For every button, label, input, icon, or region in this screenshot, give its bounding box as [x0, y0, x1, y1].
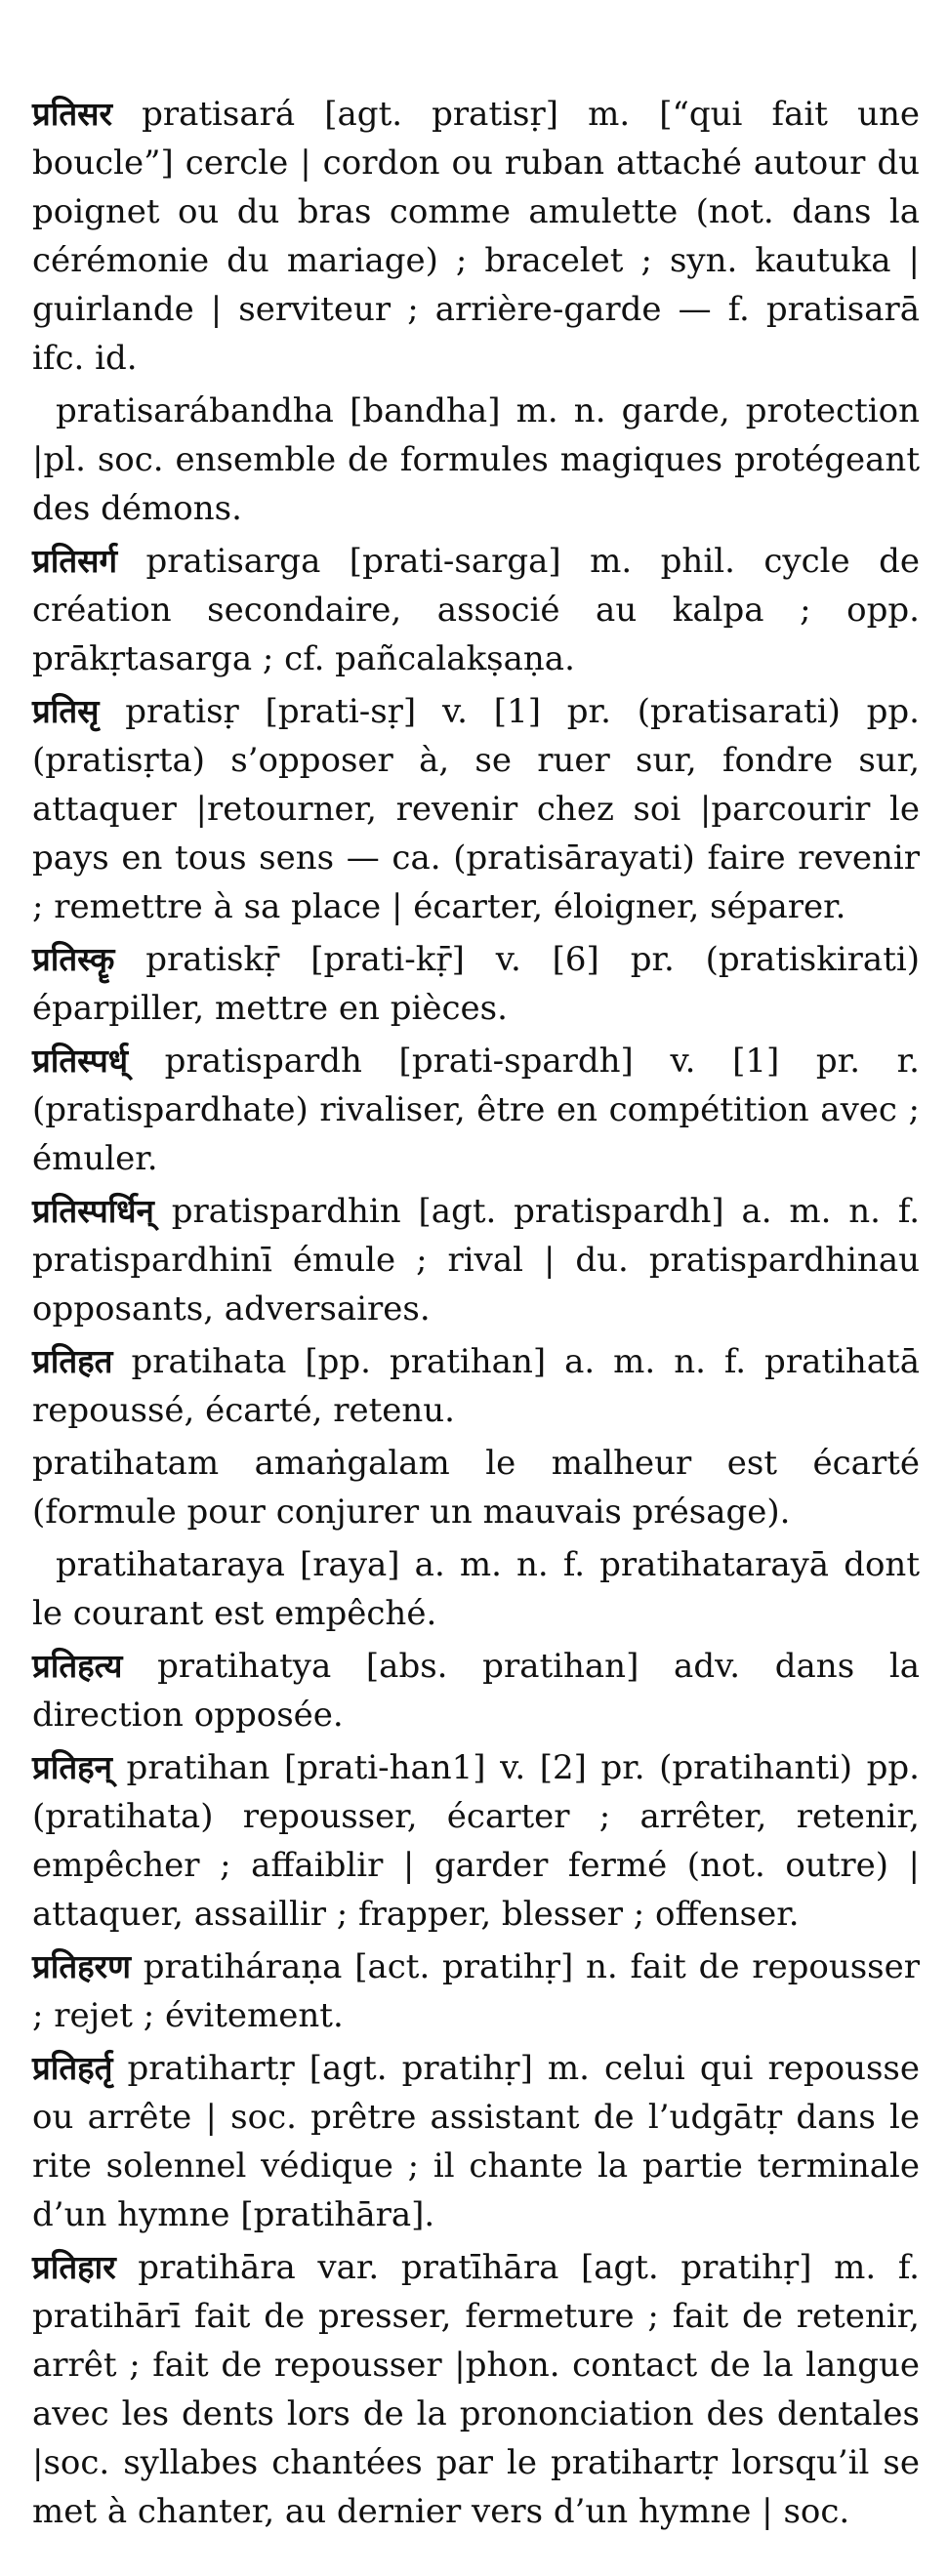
entry-pratiskr — [32, 935, 920, 1033]
headword-devanagari: प्रतिहत्य — [32, 1647, 123, 1685]
subentry-pratisarabandha — [32, 387, 920, 533]
entry-text: pratihataraya [raya] a. m. n. f. pratihatarayā dont le courant est empêché. — [32, 1545, 920, 1633]
entry-pratiharana — [32, 1942, 920, 2040]
headword-devanagari: प्रतिस्पर्ध् — [32, 1042, 129, 1080]
entry-text: pratisará [agt. pratisṛ] m. [“qui fait une boucle”] cercle | cordon ou ruban attaché autour du poignet ou du bras comme amulette (not. dans la cérémonie du mariage) ; bracelet ; syn. kautuka | guirlande | serviteur ; arrière-garde — f. pratisarā ifc. id. — [32, 95, 920, 378]
entry-pratihatya — [32, 1642, 920, 1739]
subentry-pratihataraya — [32, 1540, 920, 1638]
headword-devanagari: प्रतिस्पर्धिन् — [32, 1192, 154, 1230]
entry-pratihan — [32, 1743, 920, 1939]
headword-devanagari: प्रतिहत — [32, 1342, 113, 1380]
entry-text: pratispardh [prati-spardh] v. [1] pr. r. (pratispardhate) rivaliser, être en compétition avec ; émuler. — [32, 1042, 920, 1178]
headword-devanagari: प्रतिहरण — [32, 1947, 132, 1985]
headword-devanagari: प्रतिहन् — [32, 1748, 112, 1786]
headword-devanagari: प्रतिस्कॄ — [32, 940, 115, 978]
entry-pratisr — [32, 687, 920, 931]
entry-pratihata — [32, 1337, 920, 1435]
entry-text: pratihāra var. pratīhāra [agt. pratihṛ] m. f. pratihārī fait de presser, fermeture ; fait de retenir, arrêt ; fait de repousser |phon. contact de la langue avec les dents lors de la prononciation des dentales |soc. syllabes chantées par le pratihartṛ lorsqu’il se met à chanter, au dernier vers d’un hymne | soc. — [32, 2248, 920, 2531]
subentry-pratihatam-amangalam — [32, 1439, 920, 1536]
entry-pratisarga — [32, 537, 920, 683]
headword-devanagari: प्रतिहर्तृ — [32, 2049, 113, 2087]
entry-text: pratihan [prati-han1] v. [2] pr. (pratihanti) pp. (pratihata) repousser, écarter ; arrêter, retenir, empêcher ; affaiblir | garder fermé (not. outre) | attaquer, assaillir ; frapper, blesser ; offenser. — [32, 1748, 920, 1934]
headword-devanagari: प्रतिहार — [32, 2248, 116, 2286]
entry-text: pratiskṝ [prati-kṝ] v. [6] pr. (pratiskirati) éparpiller, mettre en pièces. — [32, 940, 920, 1028]
entry-text: pratisarga [prati-sarga] m. phil. cycle de création secondaire, associé au kalpa ; opp. prākṛtasarga ; cf. pañcalakṣaṇa. — [32, 542, 920, 678]
entry-pratisara — [32, 90, 920, 383]
entry-text: pratihartṛ [agt. pratihṛ] m. celui qui repousse ou arrête | soc. prêtre assistant de l’udgātṛ dans le rite solennel védique ; il chante la partie terminale d’un hymne [pratihāra]. — [32, 2049, 920, 2234]
entry-text: pratihatya [abs. pratihan] adv. dans la direction opposée. — [32, 1647, 920, 1735]
entry-text: pratihatam amaṅgalam le malheur est écarté (formule pour conjurer un mauvais présage). — [32, 1444, 920, 1532]
entry-pratihartr — [32, 2044, 920, 2239]
entry-text: pratihata [pp. pratihan] a. m. n. f. pratihatā repoussé, écarté, retenu. — [32, 1342, 920, 1430]
entry-text: pratisarábandha [bandha] m. n. garde, protection |pl. soc. ensemble de formules magiques protégeant des démons. — [32, 391, 920, 528]
entry-pratihara — [32, 2243, 920, 2536]
headword-devanagari: प्रतिसृ — [32, 692, 100, 730]
entry-text: pratisṛ [prati-sṛ] v. [1] pr. (pratisarati) pp. (pratisṛta) s’opposer à, se ruer sur, fondre sur, attaquer |retourner, revenir chez soi |parcourir le pays en tous sens — ca. (pratisārayati) faire revenir ; remettre à sa place | écarter, éloigner, séparer. — [32, 692, 920, 926]
entry-pratispardh — [32, 1037, 920, 1183]
entry-pratispardhin — [32, 1187, 920, 1333]
entry-text: pratiháraṇa [act. pratihṛ] n. fait de repousser ; rejet ; évitement. — [32, 1947, 920, 2035]
headword-devanagari: प्रतिसर्ग — [32, 542, 118, 580]
entry-text: pratispardhin [agt. pratispardh] a. m. n. f. pratispardhinī émule ; rival | du. pratispardhinau opposants, adversaires. — [32, 1192, 920, 1329]
headword-devanagari: प्रतिसर — [32, 95, 112, 133]
